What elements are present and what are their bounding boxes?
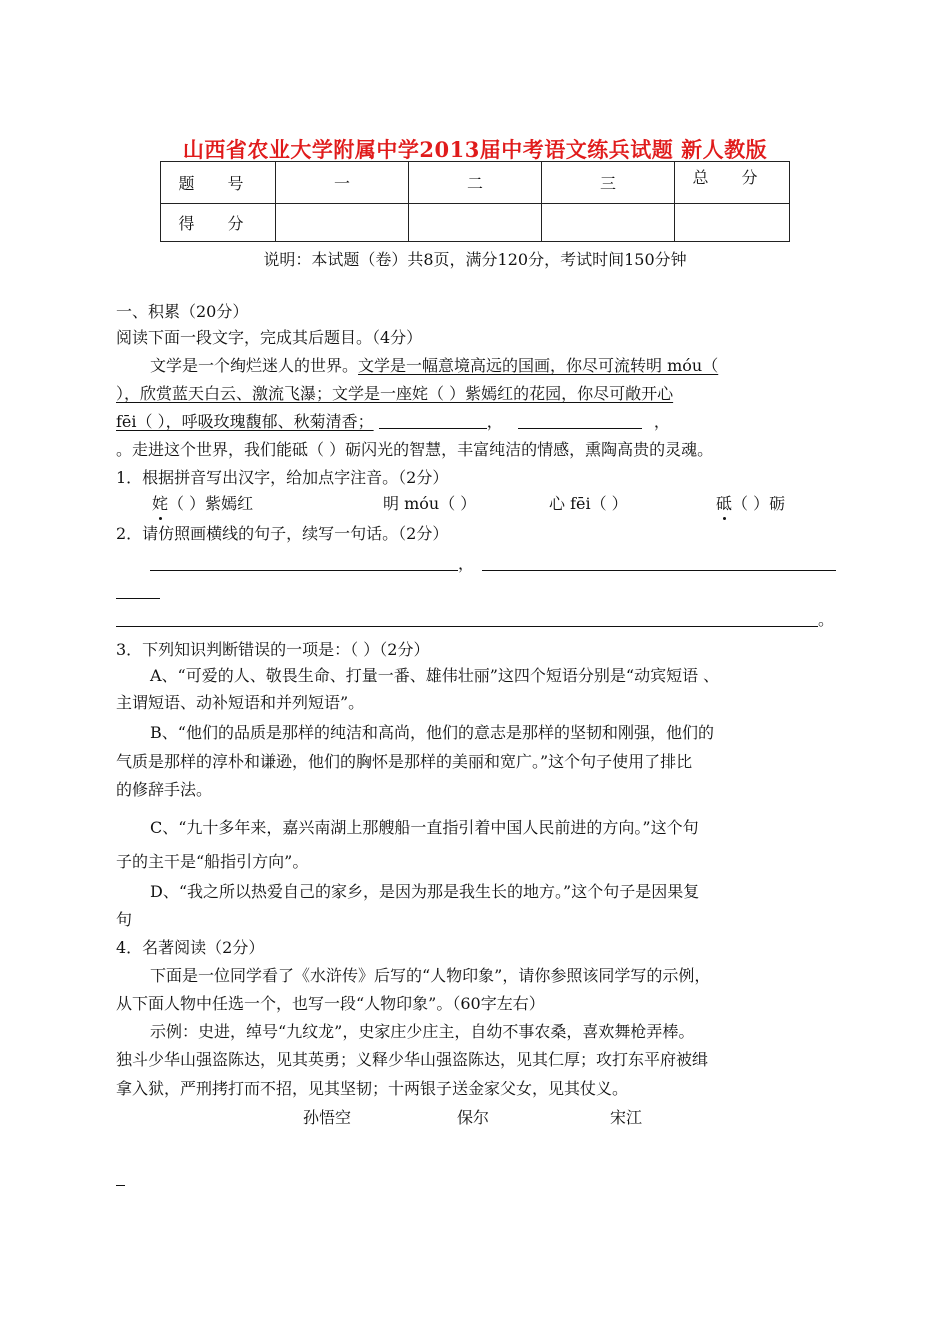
q3-option-b: B、“他们的品质是那样的纯洁和高尚，他们的意志是那样的坚韧和刚强，他们的 [150, 723, 714, 742]
passage-text: 文学是一个绚烂迷人的世界。 [150, 356, 359, 375]
q3-option-d: D、“我之所以热爱自己的家乡，是因为那是我生长的地方。”这个句子是因果复 [150, 882, 700, 901]
score-cell-total[interactable] [675, 204, 790, 242]
score-table-col-1: 一 [276, 162, 409, 204]
character-option: 孙悟空 [303, 1108, 352, 1127]
passage-line-1 [150, 356, 718, 376]
score-table-header-label: 题 号 [161, 162, 276, 204]
q4-example: 示例：史进，绰号“九纹龙”，史家庄少庄主，自幼不事农桑，喜欢舞枪弄棒。 [150, 1022, 695, 1041]
score-cell-3[interactable] [542, 204, 675, 242]
q1-item-d [716, 494, 785, 514]
character-option: 保尔 [457, 1108, 490, 1127]
page-title: 山西省农业大学附属中学2013届中考语文练兵试题 新人教版 [182, 137, 768, 162]
q3-option-d-cont: 句 [116, 910, 133, 929]
q3-option-b-cont: 的修辞手法。 [116, 780, 213, 799]
question-4: 4．名著阅读（2分） [116, 938, 265, 957]
dotted-char: 姹 [152, 494, 169, 513]
q2-period: 。 [818, 610, 835, 629]
score-table [160, 161, 790, 242]
q2-comma: ， [458, 554, 475, 573]
q3-option-c-cont: 子的主干是“船指引方向”。 [116, 852, 309, 871]
score-table-score-label: 得 分 [161, 204, 276, 242]
score-table-col-3: 三 [542, 162, 675, 204]
q3-option-b-cont: 气质是那样的淳朴和谦逊，他们的胸怀是那样的美丽和宽广。”这个句子使用了排比 [116, 752, 693, 771]
answer-line[interactable] [150, 570, 458, 571]
underlined-sentence: fēi（ ），呼吸玫瑰馥郁、秋菊清香； [116, 412, 374, 431]
passage-comma: ， [486, 412, 503, 431]
underlined-sentence: 文学是一座姹（ ）紫嫣红的花园，你尽可敞开心 [332, 384, 674, 403]
underlined-sentence: ），欣赏蓝天白云、激流飞瀑； [116, 384, 333, 403]
fill-blank-1[interactable] [379, 412, 487, 429]
fill-blank-2[interactable] [518, 412, 642, 429]
passage-line-3 [116, 412, 670, 432]
passage-line-4: 。走进这个世界，我们能砥（ ）砺闪光的智慧，丰富纯洁的情感，熏陶高贵的灵魂。 [116, 440, 714, 459]
q1-item-b: 明 móu（ ） [383, 494, 477, 513]
score-cell-1[interactable] [276, 204, 409, 242]
q3-option-a: A、“可爱的人、敬畏生命、打量一番、雄伟壮丽”这四个短语分别是“动宾短语 、 [150, 666, 720, 685]
q4-paragraph-cont: 从下面人物中任选一个，也写一段“人物印象”。（60字左右） [116, 994, 545, 1013]
question-1: 1．根据拼音写出汉字，给加点字注音。（2分） [116, 468, 449, 487]
q3-option-c: C、“九十多年来，嘉兴南湖上那艘船一直指引着中国人民前进的方向。”这个句 [150, 818, 699, 837]
question-3: 3．下列知识判断错误的一项是：（ ）（2分） [116, 640, 430, 659]
passage-comma: ， [653, 412, 670, 431]
q4-paragraph: 下面是一位同学看了《水浒传》后写的“人物印象”，请你参照该同学写的示例， [150, 966, 711, 985]
reading-intro: 阅读下面一段文字，完成其后题目。（4分） [116, 328, 423, 347]
score-table-col-total: 总 分 [675, 162, 790, 204]
answer-line[interactable] [482, 570, 836, 571]
q1-item-a [152, 494, 253, 514]
score-cell-2[interactable] [409, 204, 542, 242]
section-heading: 一、积累（20分） [116, 302, 249, 321]
character-option: 宋江 [610, 1108, 643, 1127]
q1-item-a-text: （ ）紫嫣红 [168, 494, 254, 513]
exam-note: 说明：本试题（卷）共8页，满分120分，考试时间150分钟 [263, 250, 687, 269]
q3-option-a-cont: 主谓短语、动补短语和并列短语”。 [116, 693, 365, 712]
q4-example-cont: 拿入狱，严刑拷打而不招，见其坚韧；十两银子送金家父女，见其仗义。 [116, 1079, 629, 1098]
score-table-score-row [161, 204, 790, 242]
dotted-char: 砥 [716, 494, 733, 513]
answer-line[interactable] [116, 1185, 125, 1186]
q4-example-cont: 独斗少华山强盗陈达，见其英勇；义释少华山强盗陈达，见其仁厚；攻打东平府被缉 [116, 1050, 709, 1069]
q1-item-d-text: （ ）砺 [732, 494, 786, 513]
underlined-sentence: 文学是一幅意境高远的国画，你尽可流转明 móu（ [358, 356, 719, 375]
score-table-header-row [161, 162, 790, 204]
answer-line[interactable] [116, 626, 818, 627]
q1-item-c: 心 fēi（ ） [549, 494, 628, 513]
score-table-col-2: 二 [409, 162, 542, 204]
answer-line[interactable] [116, 598, 160, 599]
passage-line-2 [116, 384, 673, 404]
question-2: 2．请仿照画横线的句子，续写一句话。（2分） [116, 524, 449, 543]
